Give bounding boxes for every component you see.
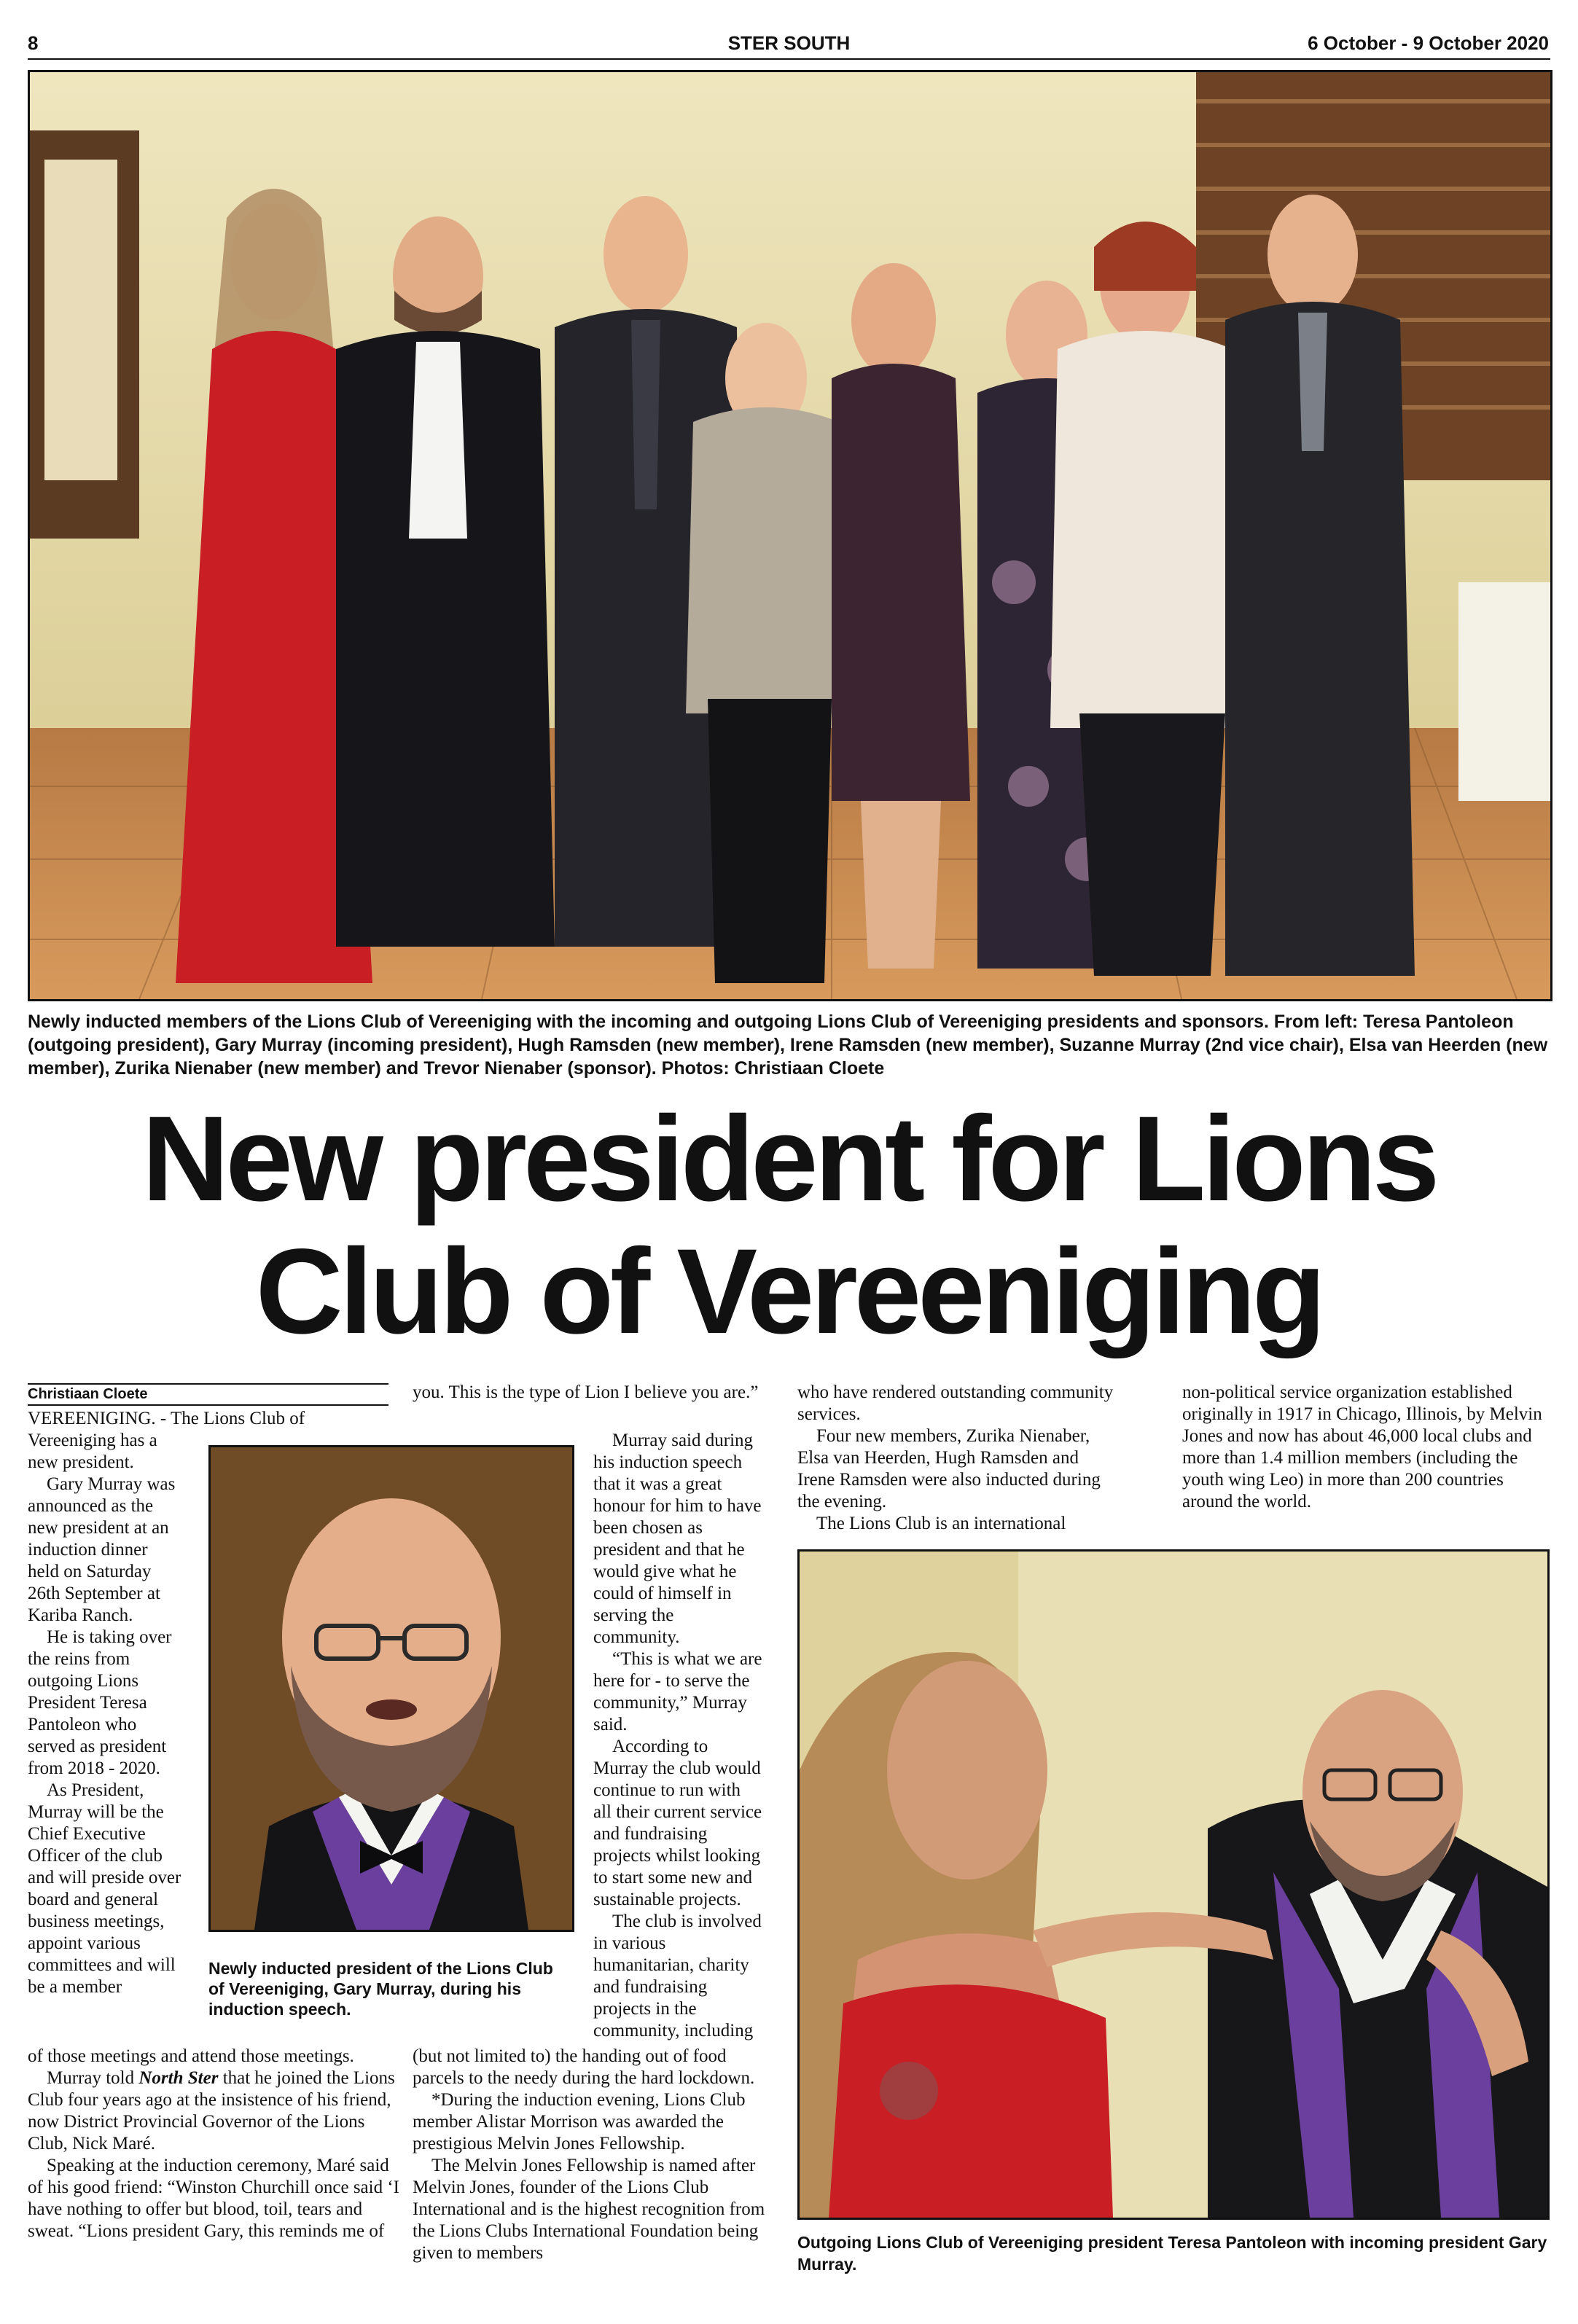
article-paragraph: Vereeniging has a new president.: [28, 1431, 157, 1472]
article-paragraph: *During the induction evening, Lions Club member Alistar Morrison was awarded the prestigious Melvin Jones Fellowship.: [413, 2090, 746, 2153]
article-paragraph: of those meetings and attend those meetings.: [28, 2046, 354, 2066]
headline-line-1: New president for Lions: [141, 1092, 1437, 1226]
article-paragraph: “This is what we are here for - to serve the community,” Murray said.: [593, 1649, 762, 1734]
article-column-1-narrow: [28, 1408, 305, 1998]
gary-murray-photo-caption: Newly inducted president of the Lions Club of Vereeniging, Gary Murray, during his induction speech.: [208, 1959, 553, 2019]
article-paragraph: VEREENIGING. - The Lions Club of: [28, 1409, 305, 1428]
article-paragraph: He is taking over the reins from outgoing Lions President Teresa Pantoleon who served as president from 2018 - 2020.: [28, 1627, 172, 1778]
article-paragraph: The club is involved in various humanitarian, charity and fundraising projects in the community, including: [593, 1912, 762, 2041]
article-column-4: [1182, 1382, 1547, 1513]
chain-of-office-photo-caption: Outgoing Lions Club of Vereeniging president Teresa Pantoleon with incoming president Gary Murray.: [797, 2233, 1547, 2274]
page-number: 8: [28, 32, 39, 54]
article-paragraph: As President, Murray will be the Chief Executive Officer of the club and will preside over board and general business meetings, appoint various committees and will be a member: [28, 1780, 181, 1997]
article-column-3: [797, 1382, 1118, 1535]
text-run: Murray told: [47, 2068, 139, 2088]
newspaper-title-italic: North Ster: [138, 2068, 219, 2088]
article-column-2-top: [413, 1382, 777, 1404]
article-paragraph: The Melvin Jones Fellowship is named after Melvin Jones, founder of the Lions Club International and is the highest recognition from the Lions Clubs International Foundation being given to members: [413, 2156, 765, 2263]
article-paragraph: [28, 2067, 407, 2155]
article-paragraph: non-political service organization established originally in 1917 in Chicago, Illinois, by Melvin Jones and now has about 46,000 local clubs and more than 1.4 million members (including the youth wing Leo) in more than 200 countries around the world.: [1182, 1382, 1542, 1511]
article-paragraph: who have rendered outstanding community services.: [797, 1382, 1114, 1424]
group-photo: [28, 70, 1552, 1001]
article-paragraph: Gary Murray was announced as the new president at an induction dinner held on Saturday 26th September at Kariba Ranch.: [28, 1474, 176, 1625]
article-paragraph: Four new members, Zurika Nienaber, Elsa van Heerden, Hugh Ramsden and Irene Ramsden were also inducted during the evening.: [797, 1426, 1101, 1511]
headline: [0, 1093, 1578, 1358]
issue-date: 6 October - 9 October 2020: [1308, 32, 1549, 54]
group-photo-caption: Newly inducted members of the Lions Club of Vereeniging with the incoming and outgoing Lions Club of Vereeniging presidents and sponsors. From left: Teresa Pantoleon (outgoing president), Gary Murray (incoming president), Hugh Ramsden (new member), Irene Ramsden (new member), Suzanne Murray (2nd vice chair), Elsa van Heerden (new member), Zurika Nienaber (new member) and Trevor Nienaber (sponsor). Photos: Christiaan Cloete: [28, 1012, 1548, 1079]
chain-of-office-photo: [797, 1549, 1550, 2220]
newspaper-name: STER SOUTH: [727, 32, 851, 54]
article-paragraph: Speaking at the induction ceremony, Maré said of his good friend: “Winston Churchill once said ‘I have nothing to offer but blood, toil, tears and sweat. “Lions president Gary, this reminds me of: [28, 2156, 399, 2241]
article-column-2-wide: [413, 2046, 777, 2264]
article-paragraph: According to Murray the club would continue to run with all their current service and fundraising projects whilst looking to start some new and sustainable projects.: [593, 1737, 762, 1909]
article-paragraph: Murray said during his induction speech that it was a great honour for him to have been chosen as president and that he would give what he could of himself in serving the community.: [593, 1431, 762, 1647]
article-column-2-narrow: [593, 1430, 762, 2042]
article-column-1-wide: [28, 2046, 407, 2242]
byline: Christiaan Cloete: [28, 1383, 388, 1406]
article-paragraph: (but not limited to) the handing out of food parcels to the needy during the hard lockdown.: [413, 2046, 755, 2088]
header-rule: [28, 58, 1550, 60]
headline-line-2: Club of Vereeniging: [255, 1224, 1323, 1359]
gary-murray-photo: [208, 1445, 574, 1932]
article-paragraph: you. This is the type of Lion I believe you are.”: [413, 1382, 759, 1402]
article-paragraph: The Lions Club is an international: [816, 1514, 1066, 1533]
text-run: that he joined the Lions Club four years ago at the insistence of his friend, now District Provincial Governor of the Lions Club, Nick Maré.: [28, 2068, 395, 2153]
